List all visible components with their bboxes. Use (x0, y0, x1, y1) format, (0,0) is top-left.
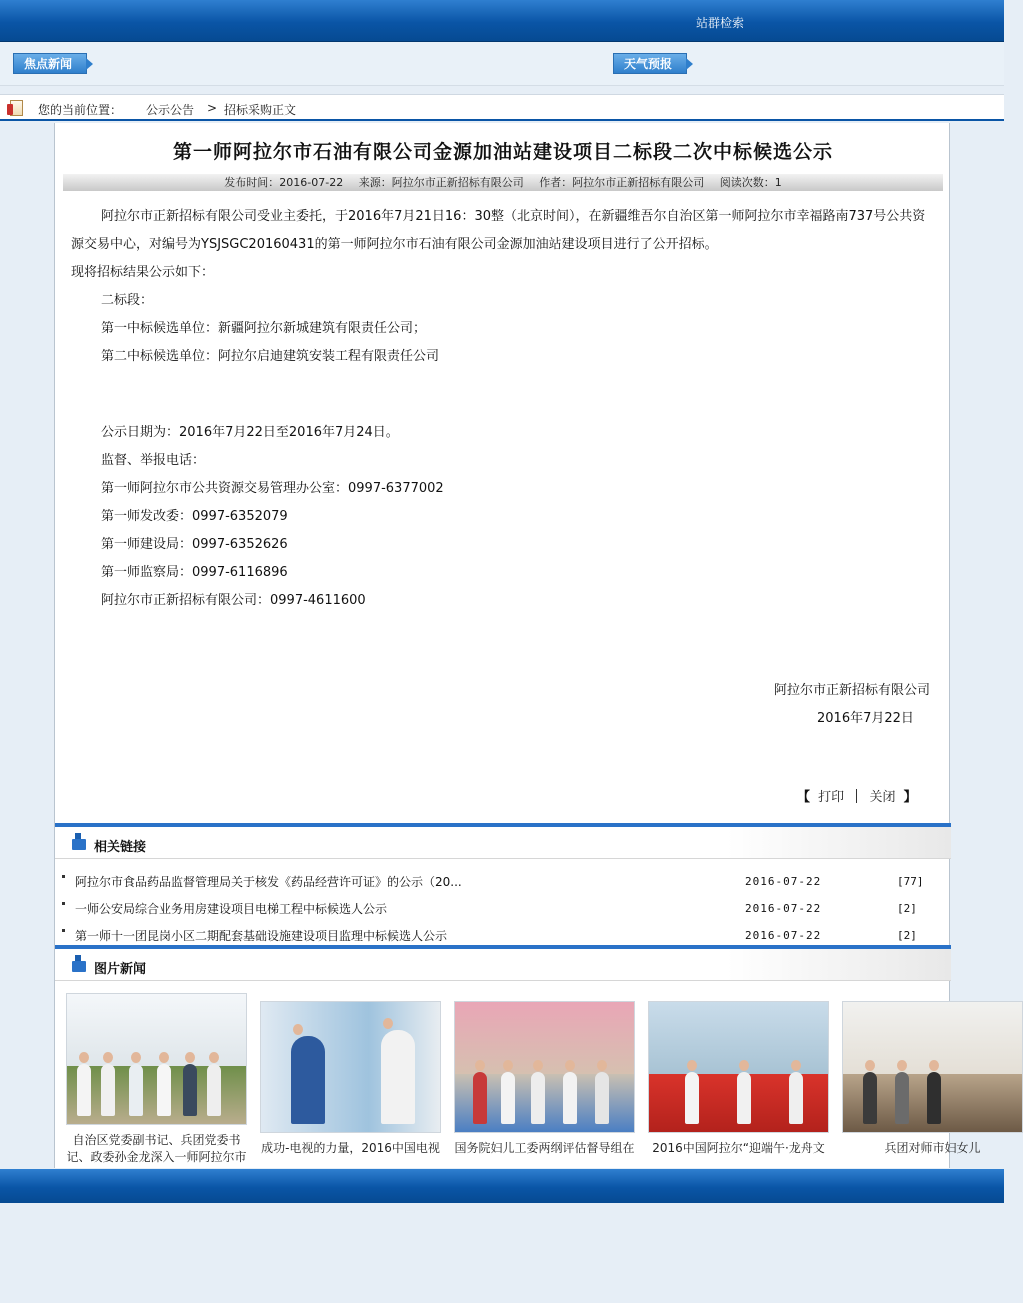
contact-line: 第一师建设局：0997-6352626 (101, 537, 288, 552)
photo-news-title: 图片新闻 (94, 962, 147, 977)
link-date: 2016-07-22 (745, 929, 822, 942)
article-panel (54, 123, 981, 1168)
link-view-count: [77] (897, 875, 924, 888)
close-bracket: 】 (903, 790, 917, 805)
article-body (71, 203, 937, 615)
article-intro: 阿拉尔市正新招标有限公司受业主委托，于2016年7月21日16：30整（北京时间），在新疆维吾尔自治区第一师阿拉尔市幸福路南737号公共资源交易中心，对编号为YSJSGC20160431的第一师阿拉尔市石油有限公司金源加油站建设项目进行了公开招标。 (71, 209, 926, 252)
link-view-count: [2] (897, 929, 917, 942)
news-photo[interactable] (842, 1001, 1023, 1133)
divider (856, 789, 857, 803)
footer-bar (0, 1169, 1004, 1203)
link-view-count: [2] (897, 902, 917, 915)
related-link[interactable]: 第一师十一团昆岗小区二期配套基础设施建设项目监理中标候选人公示 (75, 929, 448, 943)
link-date: 2016-07-22 (745, 902, 822, 915)
print-button[interactable]: 打印 (818, 790, 845, 805)
photo-item[interactable] (260, 1001, 441, 1157)
publicity-period: 公示日期为：2016年7月22日至2016年7月24日。 (101, 425, 399, 440)
photo-item[interactable] (454, 1001, 635, 1157)
lot-section: 二标段： (101, 293, 154, 308)
photo-news-header (55, 945, 951, 981)
news-photo[interactable] (648, 1001, 829, 1133)
home-icon (72, 839, 86, 850)
candidate-first: 第一中标候选单位：新疆阿拉尔新城建筑有限责任公司； (101, 321, 427, 336)
article-meta-bar (63, 174, 943, 191)
related-links-title: 相关链接 (94, 840, 147, 855)
weather-forecast-tab[interactable]: 天气预报 (613, 53, 687, 74)
news-photo[interactable] (260, 1001, 441, 1133)
photo-caption[interactable]: 兵团对师市妇女儿 (884, 1141, 981, 1155)
site-search-link[interactable]: 站群检索 (696, 16, 745, 30)
breadcrumb-level1-link[interactable]: 公示公告 (146, 103, 195, 117)
focus-news-tab[interactable]: 焦点新闻 (13, 53, 87, 74)
bullet-icon (62, 902, 65, 905)
contact-line: 第一师阿拉尔市公共资源交易管理办公室：0997-6377002 (101, 481, 444, 496)
close-button[interactable]: 关闭 (869, 790, 896, 805)
photo-news-strip (55, 985, 981, 1168)
photo-item[interactable] (66, 993, 247, 1166)
article-author: 作者：阿拉尔市正新招标有限公司 (539, 176, 705, 189)
bullet-icon (62, 929, 65, 932)
article-actions (797, 786, 917, 805)
article-announce: 现将招标结果公示如下： (71, 265, 215, 280)
article-source: 来源：阿拉尔市正新招标有限公司 (358, 176, 524, 189)
breadcrumb-separator: > (207, 101, 218, 115)
news-photo[interactable] (454, 1001, 635, 1133)
candidate-second: 第二中标候选单位：阿拉尔启迪建筑安装工程有限责任公司 (101, 349, 440, 364)
document-icon (10, 100, 23, 116)
open-bracket: 【 (797, 790, 811, 805)
top-header-bar (0, 0, 1004, 42)
contact-line: 第一师发改委：0997-6352079 (101, 509, 288, 524)
photo-item[interactable] (842, 1001, 1023, 1157)
photo-caption[interactable]: 自治区党委副书记、兵团党委书记、政委孙金龙深入一师阿拉尔市 (66, 1133, 247, 1164)
contact-line: 第一师监察局：0997-6116896 (101, 565, 288, 580)
supervision-label: 监督、举报电话： (101, 453, 206, 468)
news-photo[interactable] (66, 993, 247, 1125)
signature-organization: 阿拉尔市正新招标有限公司 (774, 683, 931, 698)
photo-caption[interactable]: 成功-电视的力量，2016中国电视 (261, 1141, 440, 1155)
breadcrumb (0, 94, 1004, 121)
signature-date: 2016年7月22日 (817, 711, 914, 726)
list-item (55, 894, 951, 921)
view-count: 阅读次数：1 (719, 176, 782, 189)
link-date: 2016-07-22 (745, 875, 822, 888)
publish-time: 发布时间：2016-07-22 (224, 176, 344, 189)
related-link[interactable]: 阿拉尔市食品药品监督管理局关于核发《药品经营许可证》的公示（20... (75, 875, 462, 889)
home-icon (72, 961, 86, 972)
breadcrumb-prefix: 您的当前位置： (38, 103, 123, 117)
photo-caption[interactable]: 2016中国阿拉尔“迎端午·龙舟文 (652, 1141, 825, 1155)
related-links-header (55, 823, 951, 859)
photo-item[interactable] (648, 1001, 829, 1157)
breadcrumb-level2: 招标采购正文 (224, 103, 297, 117)
bullet-icon (62, 875, 65, 878)
tag-bar (0, 42, 1004, 86)
contact-line: 阿拉尔市正新招标有限公司：0997-4611600 (101, 593, 366, 608)
list-item (55, 921, 951, 948)
article-title: 第一师阿拉尔市石油有限公司金源加油站建设项目二标段二次中标候选公示 (172, 141, 833, 163)
related-link[interactable]: 一师公安局综合业务用房建设项目电梯工程中标候选人公示 (75, 902, 388, 916)
list-item (55, 867, 951, 894)
photo-caption[interactable]: 国务院妇儿工委两纲评估督导组在 (454, 1141, 635, 1155)
